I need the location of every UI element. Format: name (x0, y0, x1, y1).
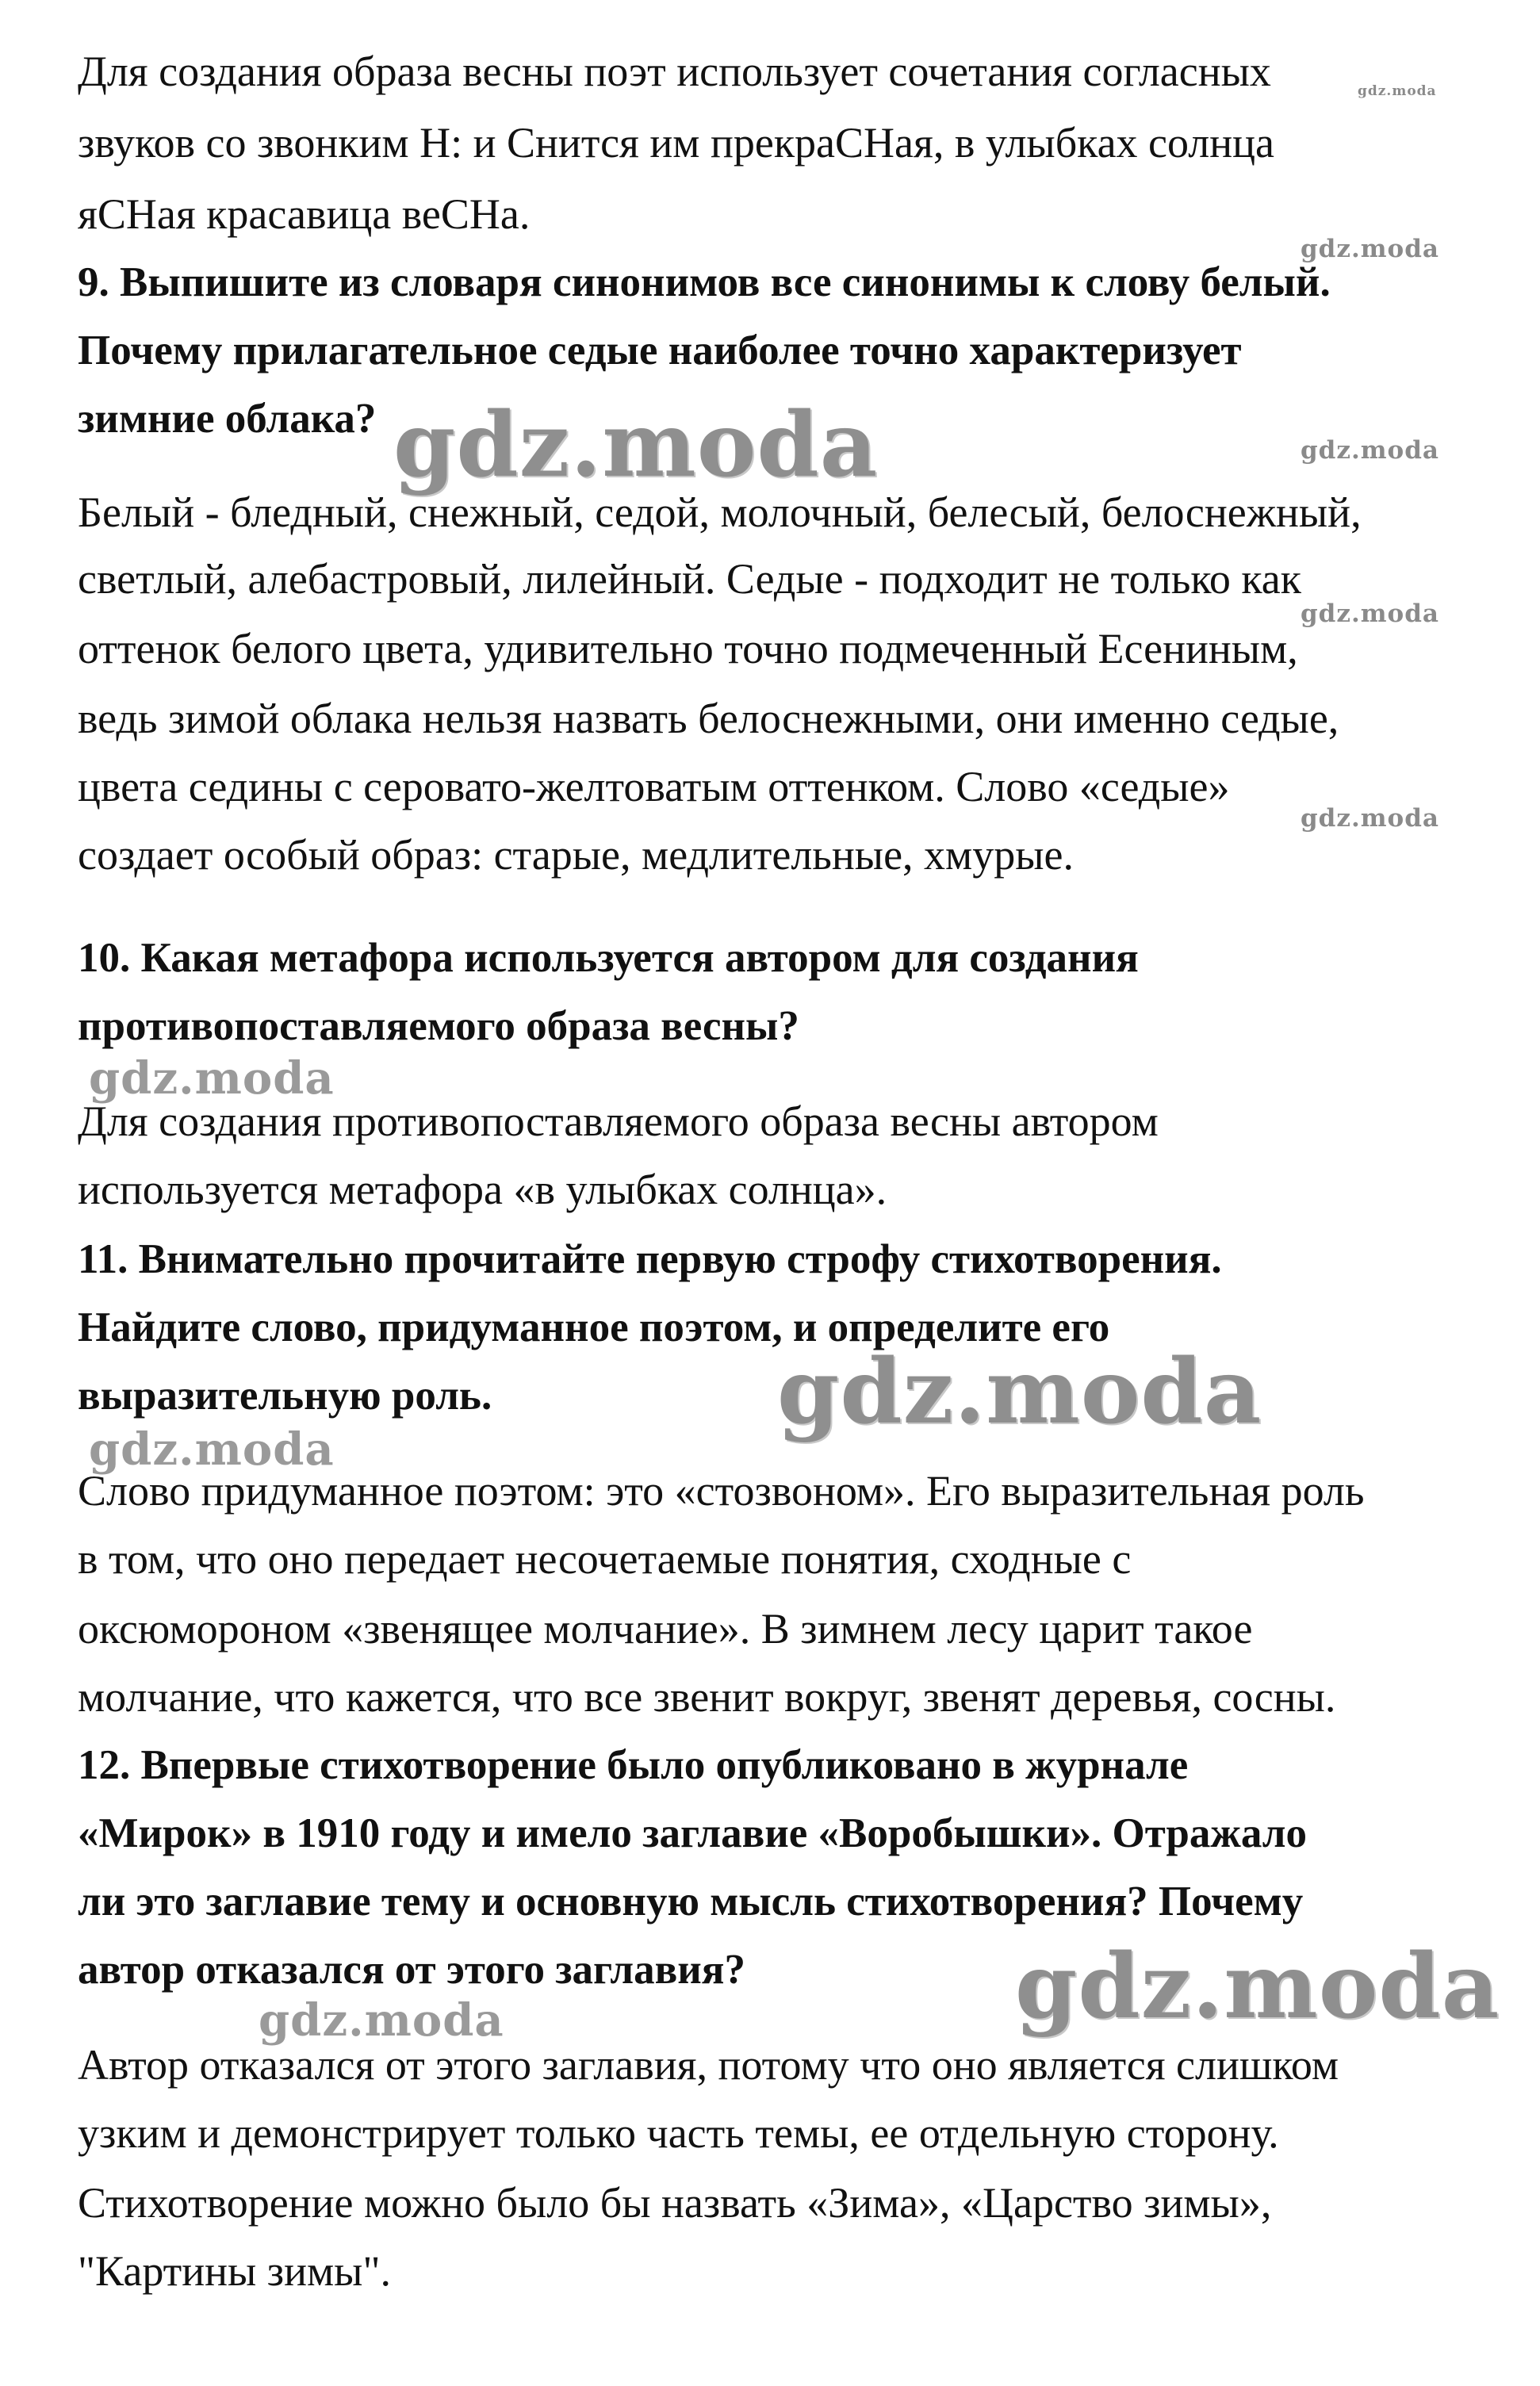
watermark: gdz.moda (89, 1052, 335, 1105)
question-11-line-2: Найдите слово, придуманное поэтом, и определите его (78, 1304, 1110, 1350)
question-9-line-1: 9. Выпишите из словаря синонимов все синонимы к слову белый. (78, 259, 1331, 305)
answer-12-line-2: узким и демонстрирует только часть темы, ее отдельную сторону. (78, 2109, 1279, 2157)
answer-9-line-2: светлый, алебастровый, лилейный. Седые - подходит не только как (78, 555, 1301, 603)
answer-12-line-1: Автор отказался от этого заглавия, потому что оно является слишком (78, 2041, 1339, 2089)
answer-11-line-3: оксюмороном «звенящее молчание». В зимнем лесу царит такое (78, 1605, 1253, 1653)
answer-9-line-1: Белый - бледный, снежный, седой, молочный, белесый, белоснежный, (78, 488, 1362, 536)
answer-12-line-4: "Картины зимы". (78, 2247, 392, 2295)
watermark: gdz.moda (1301, 235, 1439, 263)
answer-9-line-6: создает особый образ: старые, медлительные, хмурые. (78, 831, 1074, 879)
watermark: gdz.moda (1358, 83, 1437, 99)
question-12-line-3: ли это заглавие тему и основную мысль стихотворения? Почему (78, 1879, 1304, 1925)
watermark: gdz.moda (1301, 804, 1439, 833)
answer-10-line-2: используется метафора «в улыбках солнца». (78, 1166, 887, 1213)
question-10-line-1: 10. Какая метафора используется автором для создания (78, 935, 1139, 981)
question-11-line-3: выразительную роль. (78, 1373, 492, 1419)
answer-12-line-3: Стихотворение можно было бы назвать «Зима», «Царство зимы», (78, 2179, 1272, 2227)
watermark: gdz.moda (393, 393, 879, 497)
question-12-line-1: 12. Впервые стихотворение было опубликовано в журнале (78, 1742, 1189, 1788)
answer-8-line-3: яСНая красавица веСНа. (78, 190, 531, 238)
question-12-line-2: «Мирок» в 1910 году и имело заглавие «Воробышки». Отражало (78, 1810, 1308, 1856)
answer-8-line-2: звуков со звонким Н: и Снится им прекраСНая, в улыбках солнца (78, 119, 1275, 167)
watermark: gdz.moda (777, 1340, 1262, 1444)
answer-9-line-5: цвета седины с серовато-желтоватым оттенком. Слово «седые» (78, 763, 1230, 810)
question-9-line-3: зимние облака? (78, 396, 377, 442)
watermark: gdz.moda (259, 1994, 504, 2047)
question-12-line-4: автор отказался от этого заглавия? (78, 1947, 745, 1993)
watermark: gdz.moda (1015, 1935, 1500, 2039)
answer-9-line-4: ведь зимой облака нельзя назвать белоснежными, они именно седые, (78, 695, 1339, 742)
question-9-line-2: Почему прилагательное седые наиболее точно характеризует (78, 327, 1242, 373)
answer-10-line-1: Для создания противопоставляемого образа весны автором (78, 1097, 1159, 1145)
question-10-line-2: противопоставляемого образа весны? (78, 1003, 799, 1049)
answer-11-line-4: молчание, что кажется, что все звенит вокруг, звенят деревья, сосны. (78, 1673, 1336, 1721)
answer-8-line-1: Для создания образа весны поэт использует сочетания согласных (78, 48, 1271, 95)
watermark: gdz.moda (1301, 436, 1439, 465)
watermark: gdz.moda (89, 1423, 335, 1476)
watermark: gdz.moda (1301, 599, 1439, 628)
answer-11-line-1: Слово придуманное поэтом: это «стозвоном». Его выразительная роль (78, 1467, 1365, 1515)
question-11-line-1: 11. Внимательно прочитайте первую строфу стихотворения. (78, 1236, 1222, 1282)
answer-9-line-3: оттенок белого цвета, удивительно точно подмеченный Есениным, (78, 625, 1298, 672)
answer-11-line-2: в том, что оно передает несочетаемые понятия, сходные с (78, 1535, 1132, 1583)
